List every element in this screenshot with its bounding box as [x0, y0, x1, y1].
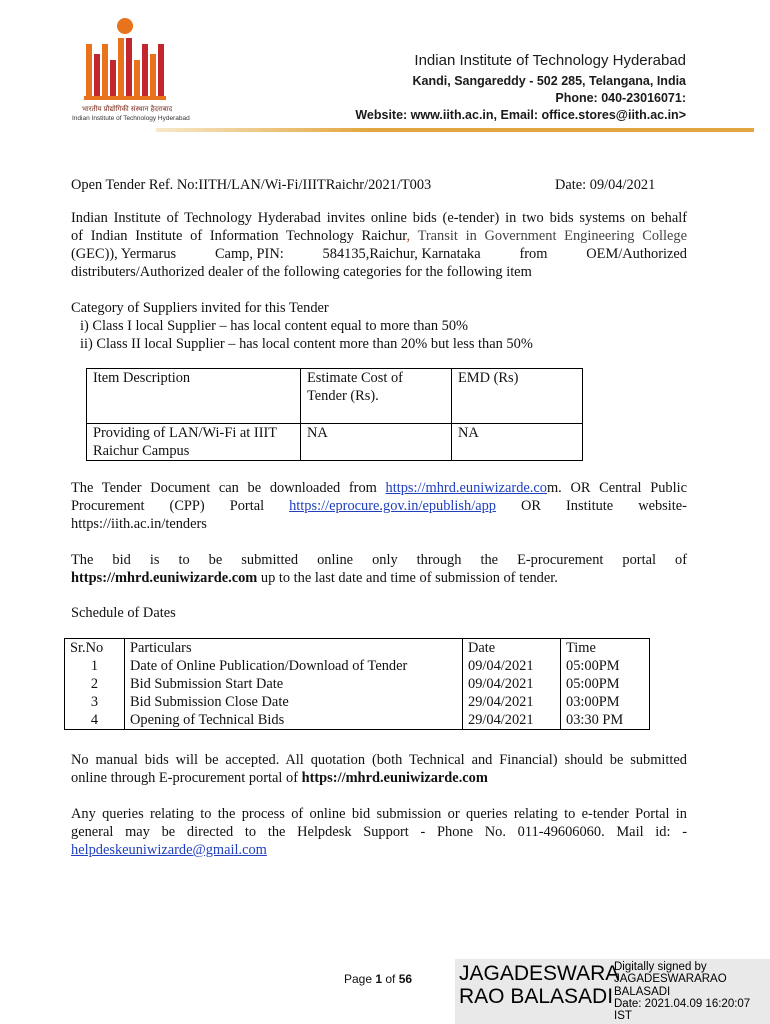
manual-portal-url: https://mhrd.euniwizarde.com: [301, 770, 488, 786]
schedule-header-srno: Sr.No: [65, 639, 125, 658]
schedule-date: 09/04/2021: [463, 657, 561, 675]
schedule-particular: Date of Online Publication/Download of Tender: [125, 657, 463, 675]
schedule-heading: Schedule of Dates: [71, 605, 176, 621]
intro-line-2: of Indian Institute of Information Technology Raichur, Transit in Government Engineering College: [71, 228, 687, 244]
download-line-2: Procurement (CPP) Portal https://eprocure.gov.in/epublish/app OR Institute website-: [71, 498, 687, 514]
manual-line-1: No manual bids will be accepted. All quotation (both Technical and Financial) should be submitted: [71, 752, 687, 768]
schedule-srno: 4: [65, 711, 125, 730]
schedule-header-time: Time: [561, 639, 650, 658]
intro-line-3: (GEC)), Yermarus Camp, PIN: 584135,Raichur, Karnataka from OEM/Authorized: [71, 246, 687, 262]
items-cell-description: Providing of LAN/Wi-Fi at IIIT Raichur Campus: [87, 424, 301, 461]
schedule-particular: Bid Submission Start Date: [125, 675, 463, 693]
schedule-particular: Bid Submission Close Date: [125, 693, 463, 711]
schedule-time: 05:00PM: [561, 657, 650, 675]
table-row: [65, 711, 650, 730]
logo-english-text: Indian Institute of Technology Hyderabad: [72, 115, 190, 122]
schedule-srno: 3: [65, 693, 125, 711]
intro-line-1: Indian Institute of Technology Hyderabad invites online bids (e-tender) in two bids systems on behalf: [71, 210, 687, 226]
queries-line-2: general may be directed to the Helpdesk Support - Phone No. 011-49606060. Mail id: -: [71, 824, 687, 840]
tender-date: Date: 09/04/2021: [555, 177, 656, 193]
institute-title: Indian Institute of Technology Hyderabad: [414, 52, 686, 69]
schedule-date: 29/04/2021: [463, 693, 561, 711]
signature-details: Digitally signed by JAGADESWARARAO BALASADI Date: 2021.04.09 16:20:07 IST: [614, 961, 751, 1023]
schedule-header-row: [65, 639, 650, 658]
schedule-srno: 2: [65, 675, 125, 693]
schedule-time: 03:00PM: [561, 693, 650, 711]
category-heading: Category of Suppliers invited for this Tender: [71, 300, 329, 316]
mhrd-link[interactable]: https://mhrd.euniwizarde.co: [385, 480, 547, 496]
schedule-srno: 1: [65, 657, 125, 675]
helpdesk-email-link[interactable]: [71, 841, 267, 859]
helpdesk-email[interactable]: helpdeskeuniwizarde@gmail.com: [71, 842, 267, 858]
schedule-header-particulars: Particulars: [125, 639, 463, 658]
items-table: [86, 368, 583, 461]
bid-line-2: https://mhrd.euniwizarde.com up to the last date and time of submission of tender.: [71, 570, 558, 586]
schedule-time: 03:30 PM: [561, 711, 650, 730]
items-header-description: Item Description: [87, 369, 301, 424]
schedule-date: 29/04/2021: [463, 711, 561, 730]
queries-line-1: Any queries relating to the process of online bid submission or queries relating to e-tender Portal in: [71, 806, 687, 822]
items-cell-estimate: NA: [301, 424, 452, 461]
table-row: [87, 424, 583, 461]
schedule-table: [64, 638, 650, 730]
schedule-time: 05:00PM: [561, 675, 650, 693]
schedule-header-date: Date: [463, 639, 561, 658]
table-row: [65, 693, 650, 711]
download-line-1: The Tender Document can be downloaded from https://mhrd.euniwizarde.com. OR Central Public: [71, 480, 687, 496]
schedule-date: 09/04/2021: [463, 675, 561, 693]
logo-hindi-text: भारतीय प्रौद्योगिकी संस्थान हैदराबाद: [82, 105, 173, 113]
bid-portal-url: https://mhrd.euniwizarde.com: [71, 570, 258, 586]
signature-name: JAGADESWARA RAO BALASADI: [459, 962, 620, 1008]
intro-line-4: distributers/Authorized dealer of the following categories for the following item: [71, 264, 532, 280]
items-table-header-row: [87, 369, 583, 424]
category-item-1: i) Class I local Supplier – has local content equal to more than 50%: [80, 318, 469, 334]
manual-line-2: online through E-procurement portal of https://mhrd.euniwizarde.com: [71, 770, 488, 786]
table-row: [65, 657, 650, 675]
category-item-2: ii) Class II local Supplier – has local content more than 20% but less than 50%: [80, 336, 533, 352]
table-row: [65, 675, 650, 693]
items-header-emd: EMD (Rs): [452, 369, 583, 424]
items-cell-emd: NA: [452, 424, 583, 461]
page-number: Page 1 of 56: [344, 972, 413, 986]
institute-tenders-url: https://iith.ac.in/tenders: [71, 516, 207, 532]
schedule-particular: Opening of Technical Bids: [125, 711, 463, 730]
items-header-estimate: Estimate Cost of Tender (Rs).: [301, 369, 452, 424]
institute-address: Kandi, Sangareddy - 502 285, Telangana, India: [412, 74, 686, 88]
institute-phone: Phone: 040-23016071:: [555, 91, 686, 105]
cpp-portal-link[interactable]: https://eprocure.gov.in/epublish/app: [289, 498, 497, 514]
tender-ref-number: Open Tender Ref. No:IITH/LAN/Wi-Fi/IIITRaichr/2021/T003: [71, 177, 432, 193]
bid-line-1: The bid is to be submitted online only through the E-procurement portal of: [71, 552, 687, 568]
institute-web-email: Website: www.iith.ac.in, Email: office.stores@iith.ac.in>: [355, 108, 686, 122]
header-rule: [156, 128, 754, 132]
